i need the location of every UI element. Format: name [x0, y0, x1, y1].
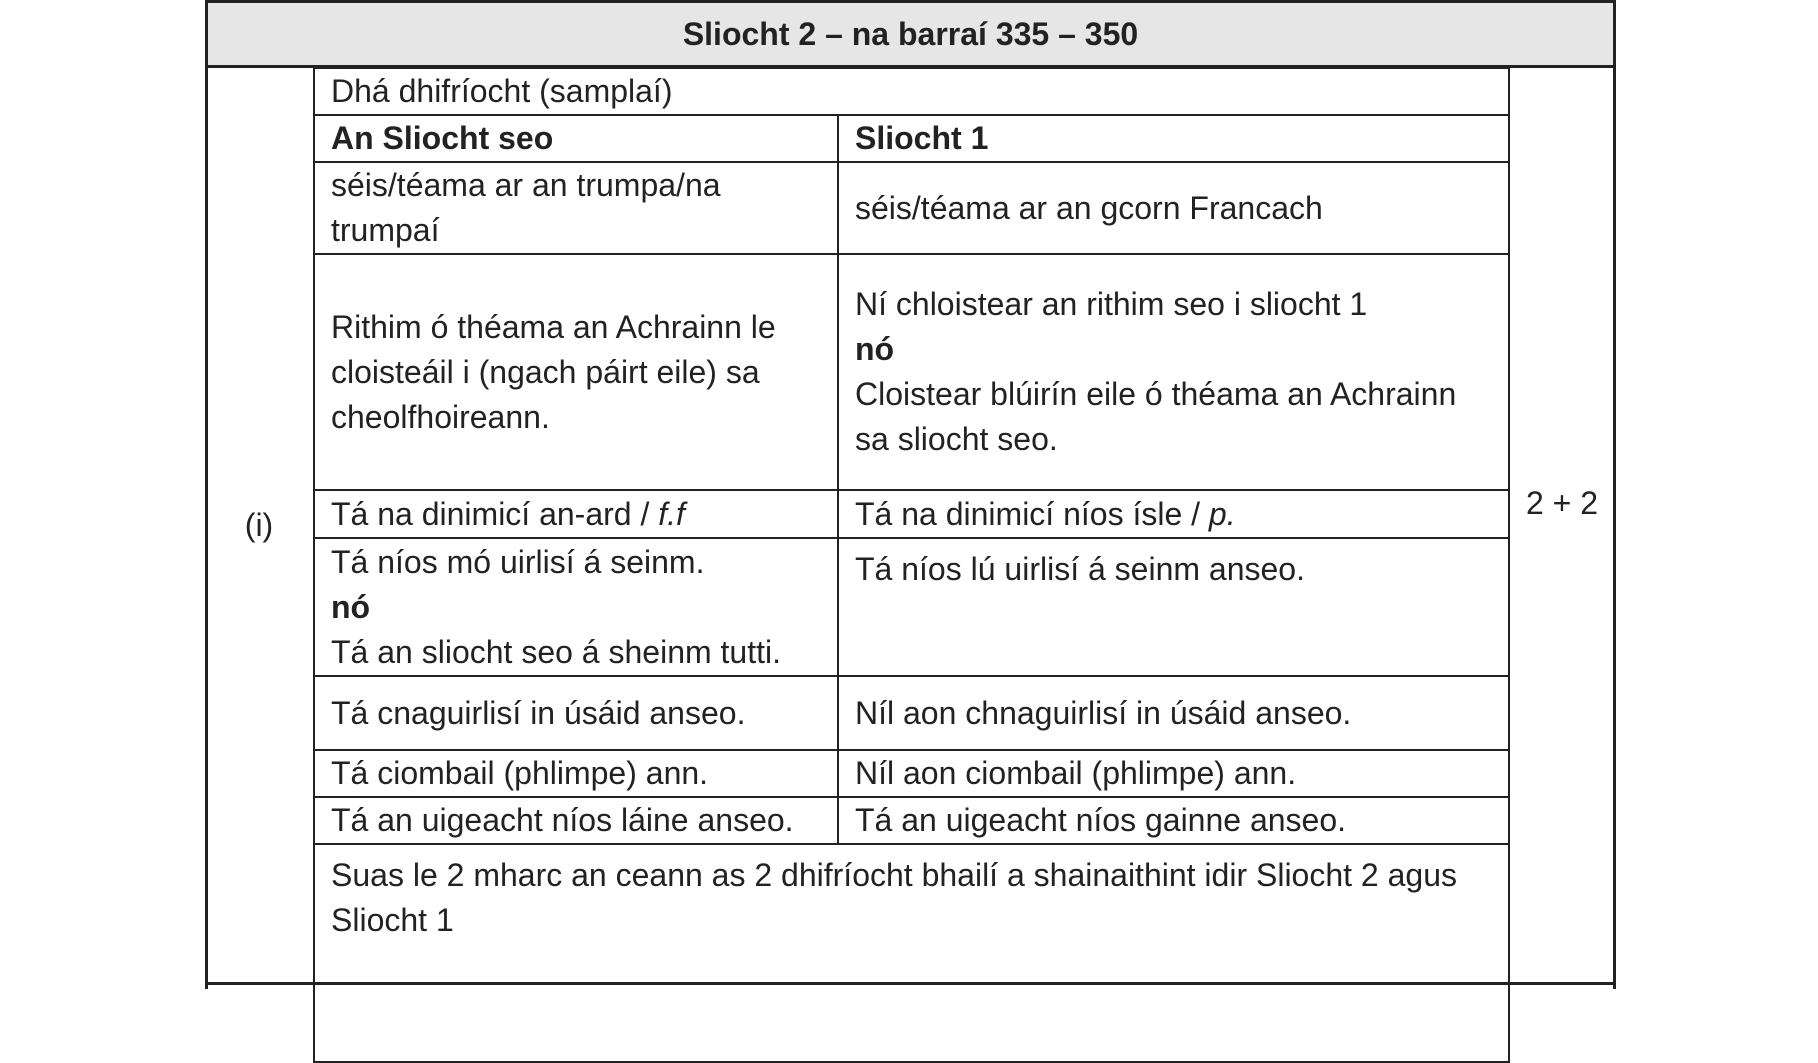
cell-left: Tá an uigeacht níos láine anseo. [314, 797, 838, 844]
table-bottom-border [205, 982, 1616, 985]
table-row [314, 538, 1509, 676]
cell-right [838, 254, 1509, 490]
table-row [314, 797, 1509, 844]
cell-text: Tá níos mó uirlisí á seinm. [331, 543, 705, 580]
question-label: (i) [244, 506, 274, 543]
section-title: Sliocht 2 – na barraí 335 – 350 [682, 15, 1139, 52]
cell-right: Tá an uigeacht níos gainne anseo. [838, 797, 1509, 844]
table-row [314, 676, 1509, 750]
column-header-right: Sliocht 1 [838, 115, 1509, 162]
cell-left: Tá cnaguirlisí in úsáid anseo. [314, 676, 838, 750]
or-label: nó [855, 331, 895, 367]
answer-table [313, 67, 1510, 1063]
dynamic-marking: p. [1208, 495, 1236, 532]
table-row [314, 490, 1509, 538]
marks-value: 2 + 2 [1525, 484, 1599, 521]
cell-text: Ní chloistear an rithim seo i sliocht 1 [855, 286, 1368, 322]
cell-text: Tá na dinimicí níos ísle / [855, 495, 1209, 532]
cell-right [838, 490, 1509, 538]
cell-right: Níl aon chnaguirlisí in úsáid anseo. [838, 676, 1509, 750]
footer-note: Suas le 2 mharc an ceann as 2 dhifríocht bhailí a shainaithint idir Sliocht 2 agus Sliocht 1 [314, 844, 1509, 1062]
cell-text: Cloistear blúirín eile ó théama an Achrainn sa sliocht seo. [855, 376, 1457, 457]
cell-right: Níl aon ciombail (phlimpe) ann. [838, 750, 1509, 797]
table-row [314, 254, 1509, 490]
cell-left [314, 538, 838, 676]
or-label: nó [331, 588, 371, 625]
cell-left [314, 490, 838, 538]
table-row [314, 162, 1509, 254]
section-header [205, 0, 1616, 68]
dynamic-marking: f.f [658, 495, 685, 532]
cell-left: Rithim ó théama an Achrainn le cloisteáil i (ngach páirt eile) sa cheolfhoireann. [314, 254, 838, 490]
table-row [314, 750, 1509, 797]
cell-right: séis/téama ar an gcorn Francach [838, 162, 1509, 254]
cell-left: Tá ciombail (phlimpe) ann. [314, 750, 838, 797]
cell-right: Tá níos lú uirlisí á seinm anseo. [838, 538, 1509, 676]
column-header-left: An Sliocht seo [314, 115, 838, 162]
cell-text: Tá an sliocht seo á sheinm tutti. [331, 633, 781, 670]
intro-cell: Dhá dhifríocht (samplaí) [314, 68, 1509, 115]
cell-text: Tá na dinimicí an-ard / [331, 495, 659, 532]
cell-left: séis/téama ar an trumpa/na trumpaí [314, 162, 838, 254]
